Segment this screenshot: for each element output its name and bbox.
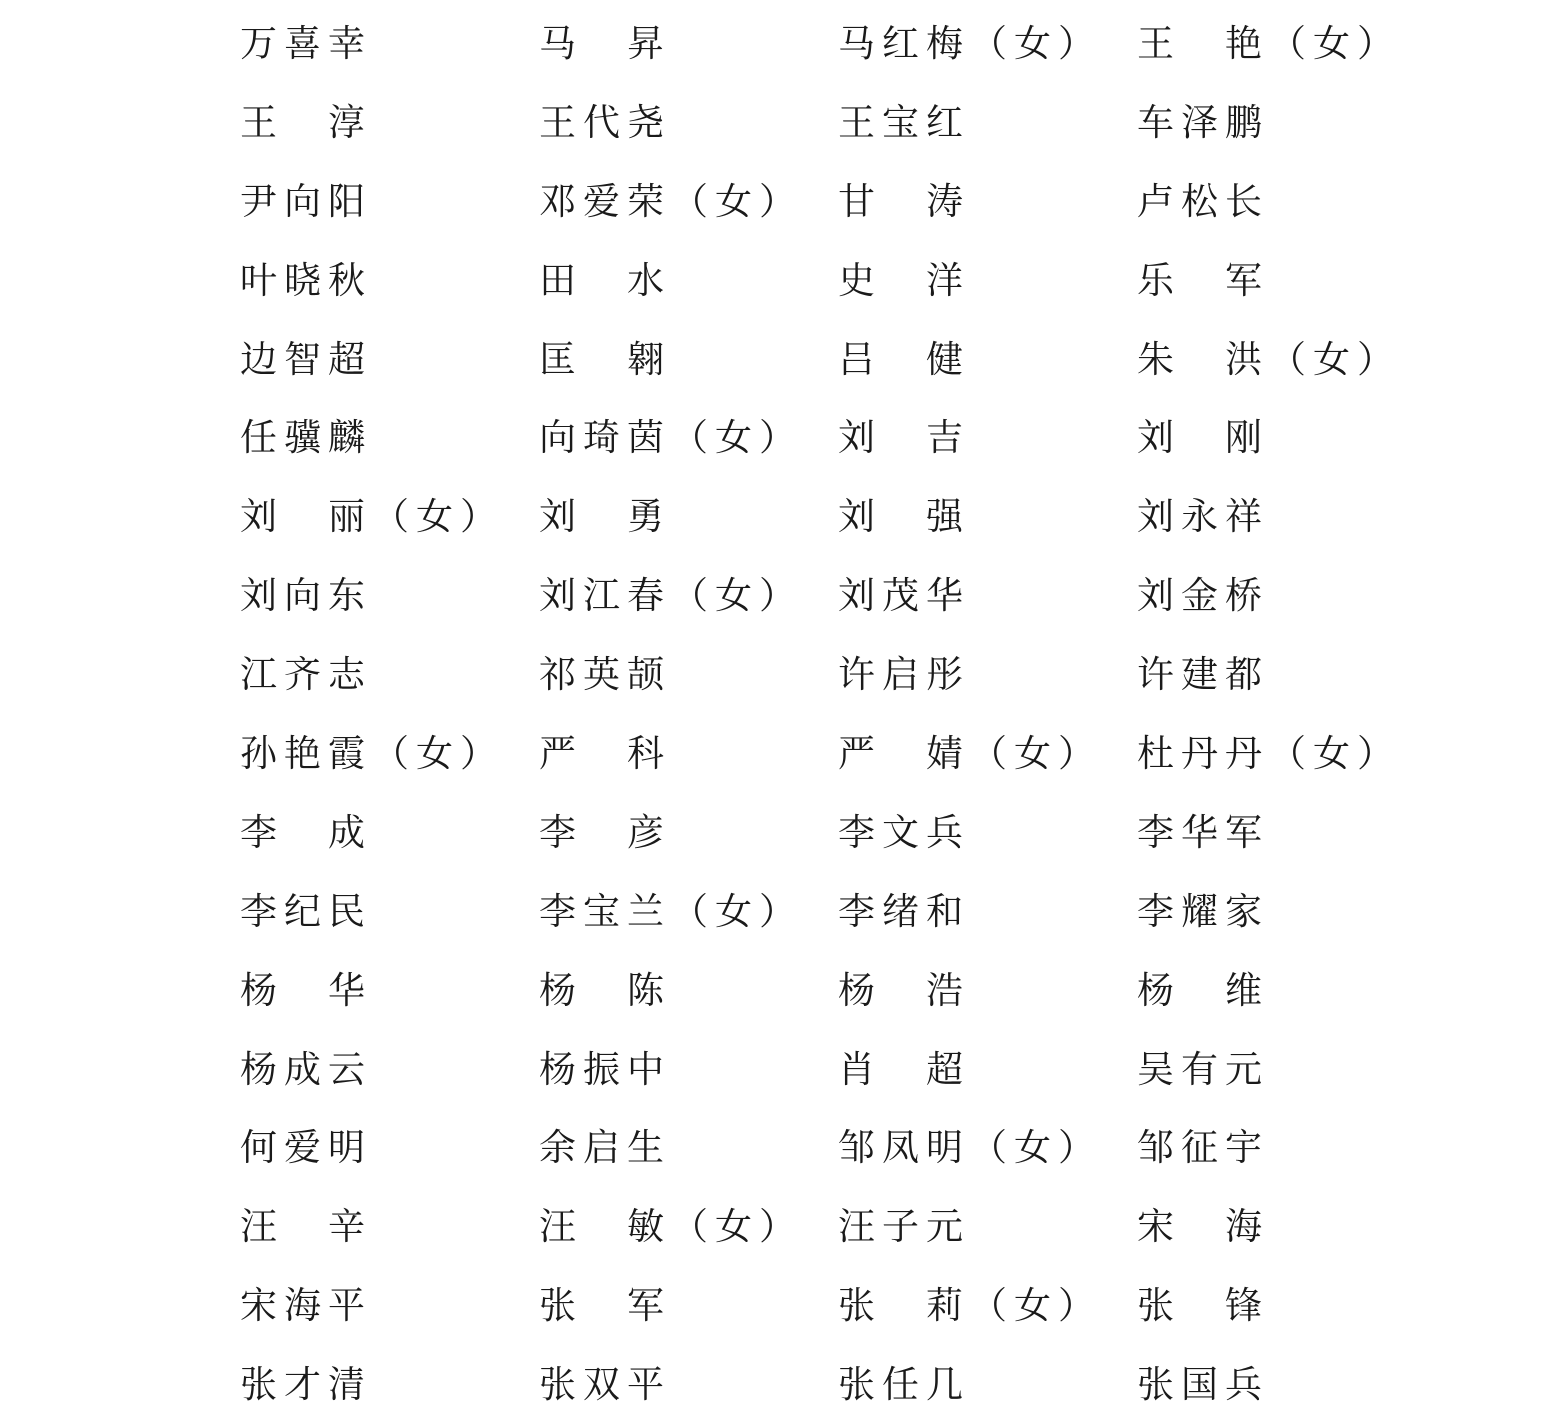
- name-entry: 王代尧: [539, 100, 671, 144]
- name-entry: 马红梅（女）: [838, 21, 1102, 65]
- name-entry: 余启生: [539, 1126, 671, 1170]
- name-entry: 张才清: [240, 1363, 372, 1407]
- name-entry: 宋 海: [1137, 1205, 1269, 1249]
- name-entry: 车泽鹏: [1137, 100, 1269, 144]
- name-entry: 邓爱荣（女）: [539, 179, 803, 223]
- name-entry: 田 水: [539, 258, 671, 302]
- name-entry: 汪 辛: [240, 1205, 372, 1249]
- name-entry: 王宝红: [838, 100, 970, 144]
- name-entry: 张双平: [539, 1363, 671, 1407]
- name-entry: 甘 涛: [838, 179, 970, 223]
- name-entry: 刘茂华: [838, 574, 970, 618]
- name-entry: 严 科: [539, 731, 671, 775]
- name-entry: 卢松长: [1137, 179, 1269, 223]
- name-entry: 刘江春（女）: [539, 574, 803, 618]
- name-entry: 宋海平: [240, 1284, 372, 1328]
- name-entry: 李 彦: [539, 810, 671, 854]
- name-entry: 刘 勇: [539, 495, 671, 539]
- name-entry: 邹凤明（女）: [838, 1126, 1102, 1170]
- name-entry: 张 军: [539, 1284, 671, 1328]
- name-entry: 严 婧（女）: [838, 731, 1102, 775]
- name-entry: 肖 超: [838, 1047, 970, 1091]
- name-entry: 尹向阳: [240, 179, 372, 223]
- name-entry: 张国兵: [1137, 1363, 1269, 1407]
- name-entry: 张 莉（女）: [838, 1284, 1102, 1328]
- name-entry: 孙艳霞（女）: [240, 731, 504, 775]
- name-entry: 刘永祥: [1137, 495, 1269, 539]
- name-entry: 万喜幸: [240, 21, 372, 65]
- name-entry: 李文兵: [838, 810, 970, 854]
- name-entry: 杨 浩: [838, 968, 970, 1012]
- name-entry: 李耀家: [1137, 889, 1269, 933]
- name-entry: 张 锋: [1137, 1284, 1269, 1328]
- name-entry: 朱 洪（女）: [1137, 337, 1401, 381]
- name-entry: 江齐志: [240, 653, 372, 697]
- name-entry: 向琦茵（女）: [539, 416, 803, 460]
- name-entry: 何爱明: [240, 1126, 372, 1170]
- name-entry: 杨成云: [240, 1047, 372, 1091]
- name-entry: 乐 军: [1137, 258, 1269, 302]
- name-entry: 汪 敏（女）: [539, 1205, 803, 1249]
- name-entry: 匡 翱: [539, 337, 671, 381]
- name-entry: 李纪民: [240, 889, 372, 933]
- name-entry: 许启彤: [838, 653, 970, 697]
- name-entry: 吴有元: [1137, 1047, 1269, 1091]
- name-entry: 杨 维: [1137, 968, 1269, 1012]
- name-entry: 刘 强: [838, 495, 970, 539]
- name-entry: 杜丹丹（女）: [1137, 731, 1401, 775]
- name-entry: 边智超: [240, 337, 372, 381]
- name-entry: 邹征宇: [1137, 1126, 1269, 1170]
- name-entry: 张任几: [838, 1363, 970, 1407]
- name-entry: 许建都: [1137, 653, 1269, 697]
- name-entry: 叶晓秋: [240, 258, 372, 302]
- name-entry: 杨 陈: [539, 968, 671, 1012]
- name-entry: 刘 刚: [1137, 416, 1269, 460]
- name-entry: 祁英颉: [539, 653, 671, 697]
- name-entry: 任骥麟: [240, 416, 372, 460]
- name-entry: 刘 丽（女）: [240, 495, 504, 539]
- name-entry: 史 洋: [838, 258, 970, 302]
- name-entry: 杨振中: [539, 1047, 671, 1091]
- name-entry: 李绪和: [838, 889, 970, 933]
- name-entry: 马 昇: [539, 21, 671, 65]
- name-entry: 李华军: [1137, 810, 1269, 854]
- name-list: [240, 4, 1440, 1424]
- name-entry: 王 淳: [240, 100, 372, 144]
- name-entry: 汪子元: [838, 1205, 970, 1249]
- name-entry: 刘 吉: [838, 416, 970, 460]
- name-entry: 李宝兰（女）: [539, 889, 803, 933]
- name-entry: 吕 健: [838, 337, 970, 381]
- name-entry: 王 艳（女）: [1137, 21, 1401, 65]
- name-entry: 杨 华: [240, 968, 372, 1012]
- name-entry: 刘金桥: [1137, 574, 1269, 618]
- name-entry: 李 成: [240, 810, 372, 854]
- name-entry: 刘向东: [240, 574, 372, 618]
